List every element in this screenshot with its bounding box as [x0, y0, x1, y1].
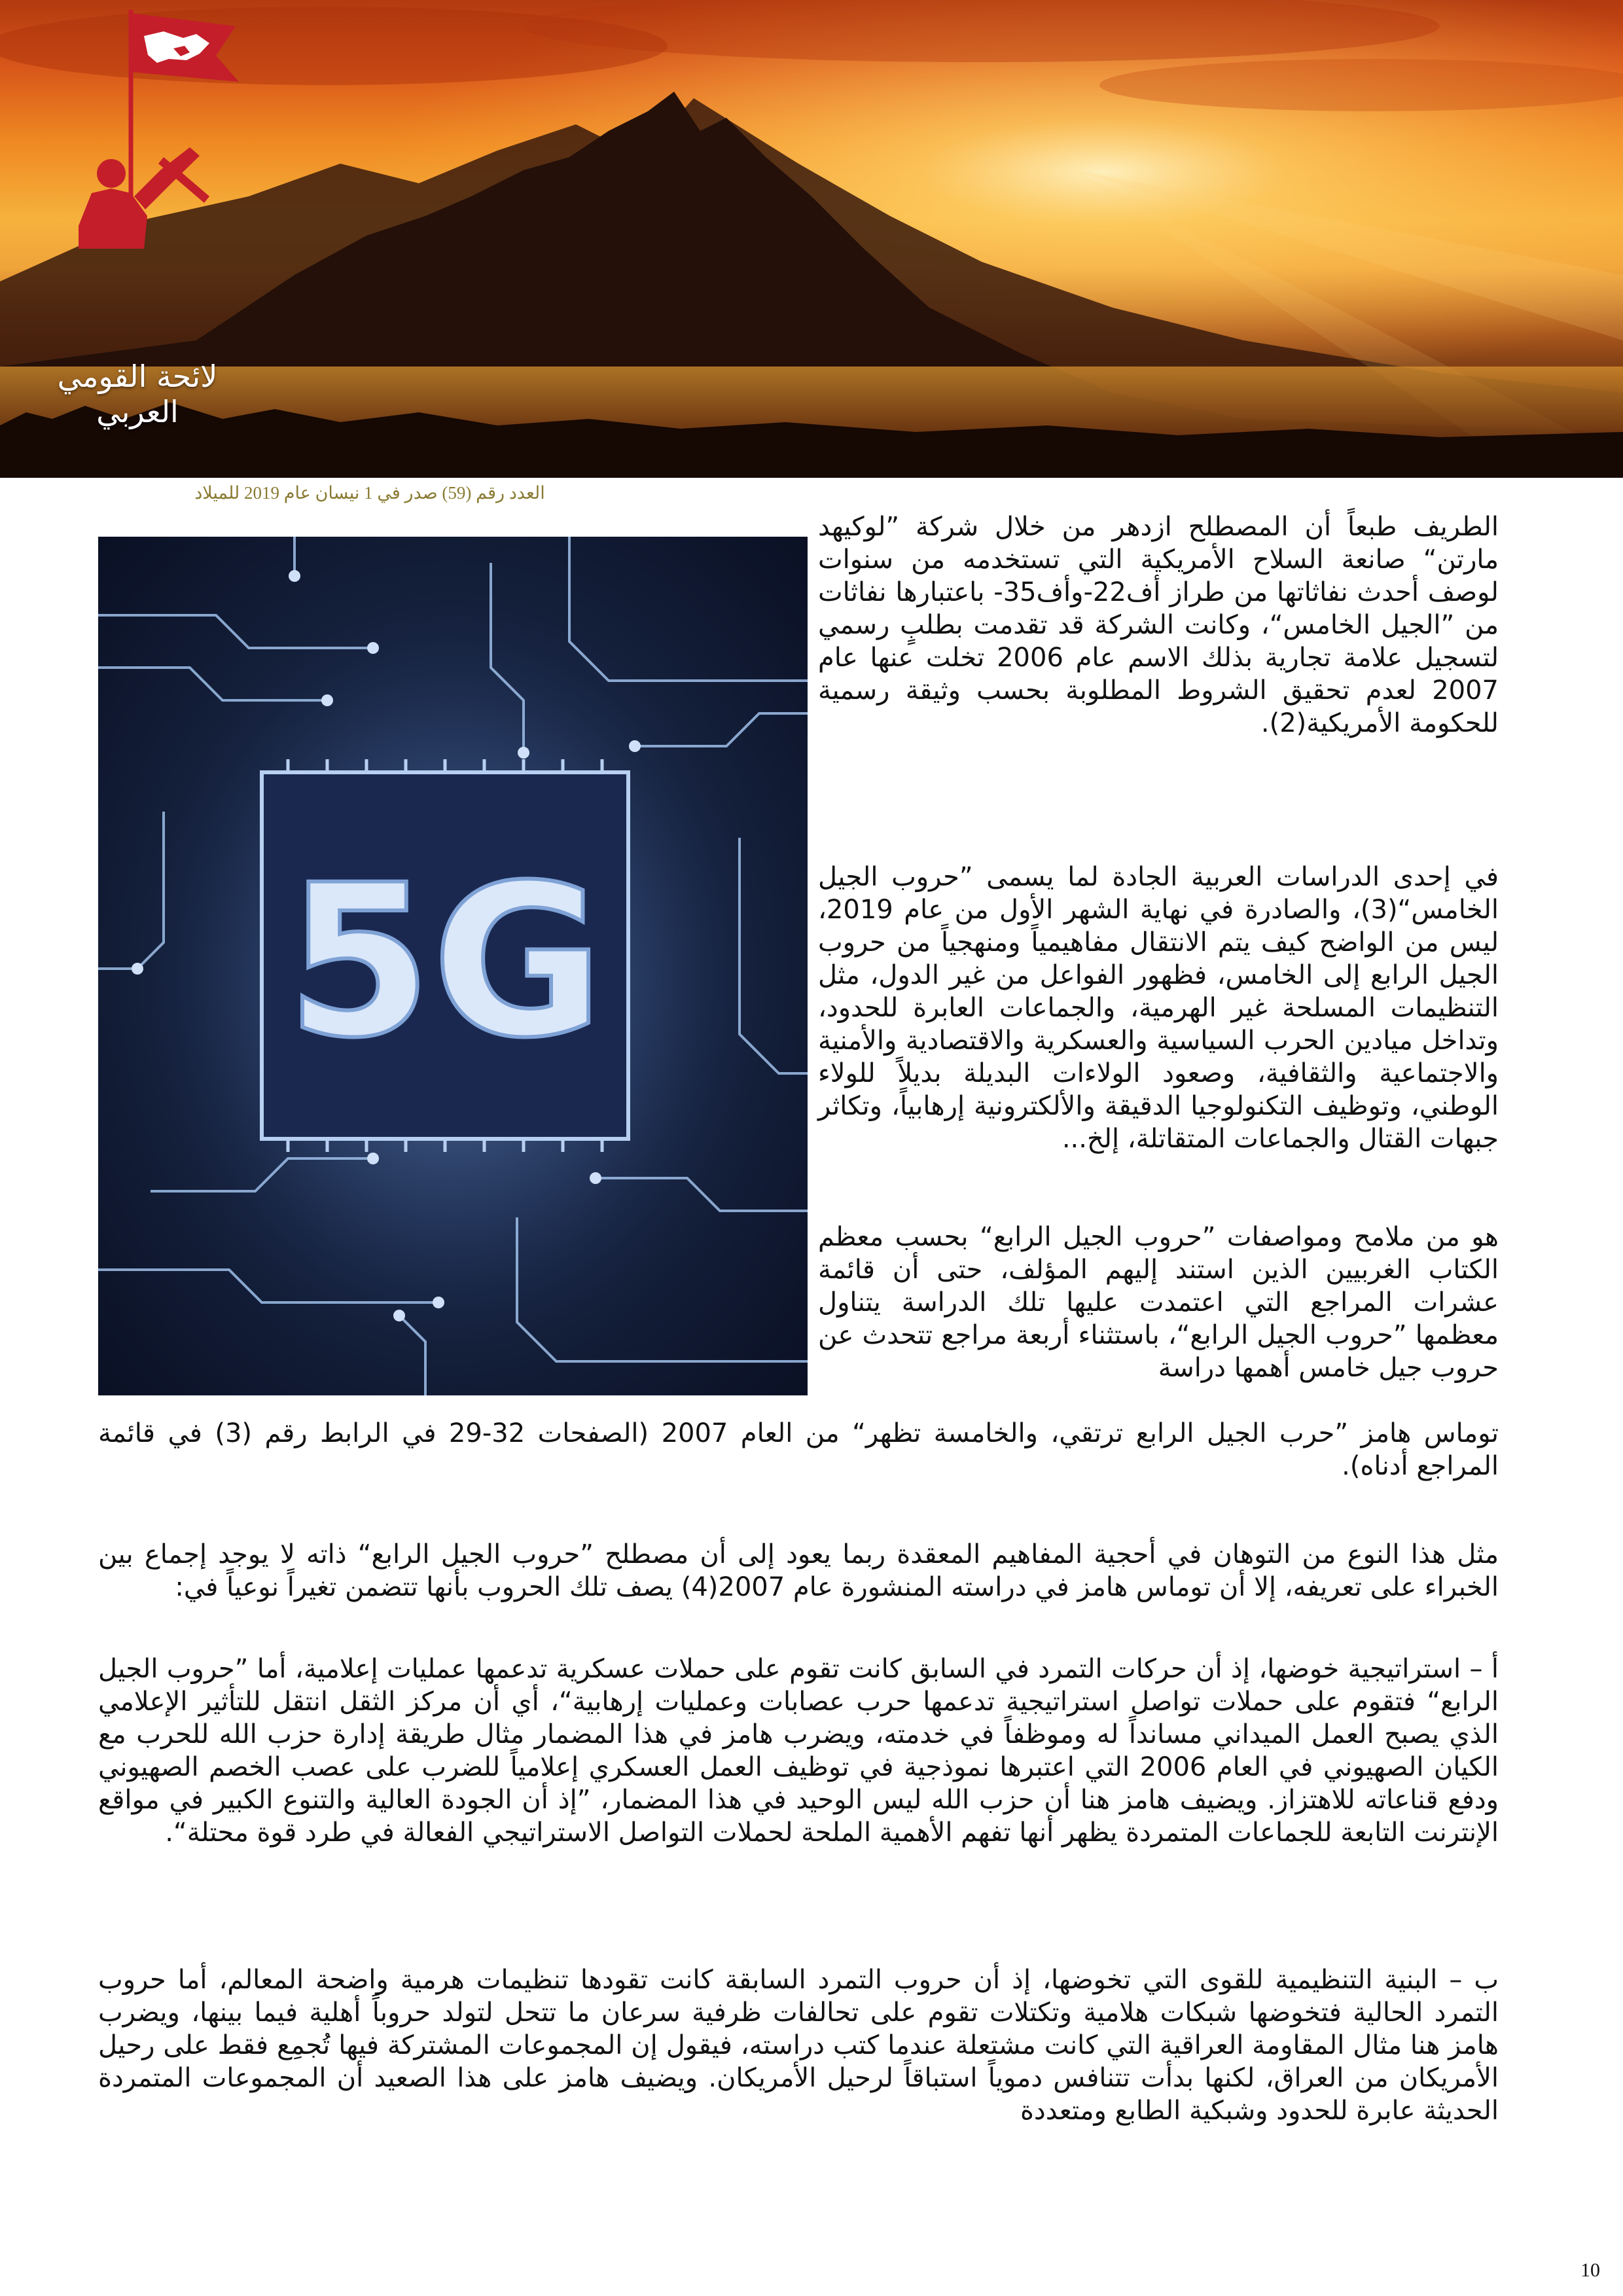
logo-emblem [0, 0, 262, 262]
paragraph-2: في إحدى الدراسات العربية الجادة لما يسمى ”حروب الجيل الخامس“(3)، والصادرة في نهاية الشهر الأول من عام 2019، ليس من الواضح كيف يتم الانتقال مفاهيمياً ومنهجياً من حروب الجيل الرابع إلى الخامس، فظهور الفواعل من غير الدول، مثل التنظيمات المسلحة غير الهرمية، والجماعات العابرة للحدود، وتداخل ميادين الحرب السياسية والعسكرية والاقتصادية والأمنية والاجتماعية والثقافية، وصعود الولاءات البديلة بديلاً للولاء الوطني، وتوظيف التكنولوجيا الدقيقة والألكترونية إرهابياً، وتكاثر جبهات القتال والجماعات المتقاتلة، إلخ... [818, 862, 1499, 1154]
article-image-5g-circuit [98, 537, 808, 1395]
paragraph-4: توماس هامز ”حرب الجيل الرابع ترتقي، والخامسة تظهر“ من العام 2007 (الصفحات 32-29 في الرابط رقم (3) في قائمة المراجع أدناه). [98, 1418, 1499, 1481]
page-number: 10 [1580, 2259, 1600, 2281]
paragraph-7: ب – البنية التنظيمية للقوى التي تخوضها، إذ أن حروب التمرد السابقة كانت تقودها تنظيمات هرمية واضحة المعالم، أما حروب التمرد الحالية فتخوضها شبكات هلامية وتكتلات تقوم على تحالفات ظرفية سرعان ما تتحل لتولد حروباً أهلية فيما بينها، ويضرب هامز هنا مثال المقاومة العراقية التي كانت مشتعلة عندما كتب دراسته، فيقول إن المجموعات المشتركة فيها تُجمِع فقط على رحيل الأمريكان من العراق، لكنها بدأت تتنافس دموياً استباقاً لرحيل الأمريكان. ويضيف هامز على هذا الصعيد أن المجموعات المتمردة الحديثة عابرة للحدود وشبكية الطابع ومتعددة [98, 1965, 1499, 2126]
issue-info: العدد رقم (59) صدر في 1 نيسان عام 2019 للميلاد [194, 483, 545, 503]
paragraph-1: الطريف طبعاً أن المصطلح ازدهر من خلال شركة ”لوكيهد مارتن“ صانعة السلاح الأمريكية التي تستخدمه من سنوات لوصف أحدث نفاثاتها من طراز أف22-وأف35- باعتبارها نفاثات من ”الجيل الخامس“، وكانت الشركة قد تقدمت بطلبٍ رسمي لتسجيل علامة تجارية بذلك الاسم عام 2006 تخلت عنها عام 2007 لعدم تحقيق الشروط المطلوبة بحسب وثيقة رسمية للحكومة الأمريكية(2). [818, 512, 1499, 738]
paragraph-6: أ – استراتيجية خوضها، إذ أن حركات التمرد في السابق كانت تقوم على حملات عسكرية تدعمها عمليات إعلامية، أما ”حروب الجيل الرابع“ فتقوم على حملات تواصل استراتيجية تدعمها حرب عصابات وعمليات إرهابية“، أي أن مركز الثقل انتقل للتأثير الإعلامي الذي يصبح العمل الميداني مسانداً له وموظفاً في خدمته، ويضرب هامز في هذا المضمار مثال طريقة إدارة حزب الله للحرب مع الكيان الصهيوني في العام 2006 التي اعتبرها نموذجية في توظيف العمل العسكري إعلامياً للضرب على عصب الخصم الصهيوني ودفع قناعاته للاهتزاز. ويضيف هامز هنا أن حزب الله ليس الوحيد في هذا المضمار، ”إذ أن الجودة العالية والتنوع الكبير في مواقع الإنترنت التابعة للجماعات المتمردة يظهر أنها تفهم الأهمية الملحة لحملات التواصل الاستراتيجي الفعالة في طرد قوة محتلة“. [98, 1654, 1499, 1848]
photo-5g-label: 5G [286, 840, 604, 1084]
paragraph-5: مثل هذا النوع من التوهان في أحجية المفاهيم المعقدة ربما يعود إلى أن مصطلح ”حروب الجيل الرابع“ ذاته لا يوجد إجماع بين الخبراء على تعريفه، إلا أن توماس هامز في دراسته المنشورة عام 2007(4) يصف تلك الحروب بأنها تتضمن تغيراً نوعياً في: [98, 1539, 1499, 1602]
paragraph-3: هو من ملامح ومواصفات ”حروب الجيل الرابع“ بحسب معظم الكتاب الغربيين الذين استند إليهم المؤلف، حتى أن قائمة عشرات المراجع التي اعتمدت عليها تلك الدراسة يتناول معظمها ”حروب الجيل الرابع“، باستثناء أربعة مراجع تتحدث عن حروب جيل خامس أهمها دراسة [818, 1222, 1499, 1383]
header-banner [0, 0, 1623, 478]
logo-caption: لائحة القومي العربي [57, 359, 218, 429]
circuit-board-illustration [98, 537, 808, 1395]
